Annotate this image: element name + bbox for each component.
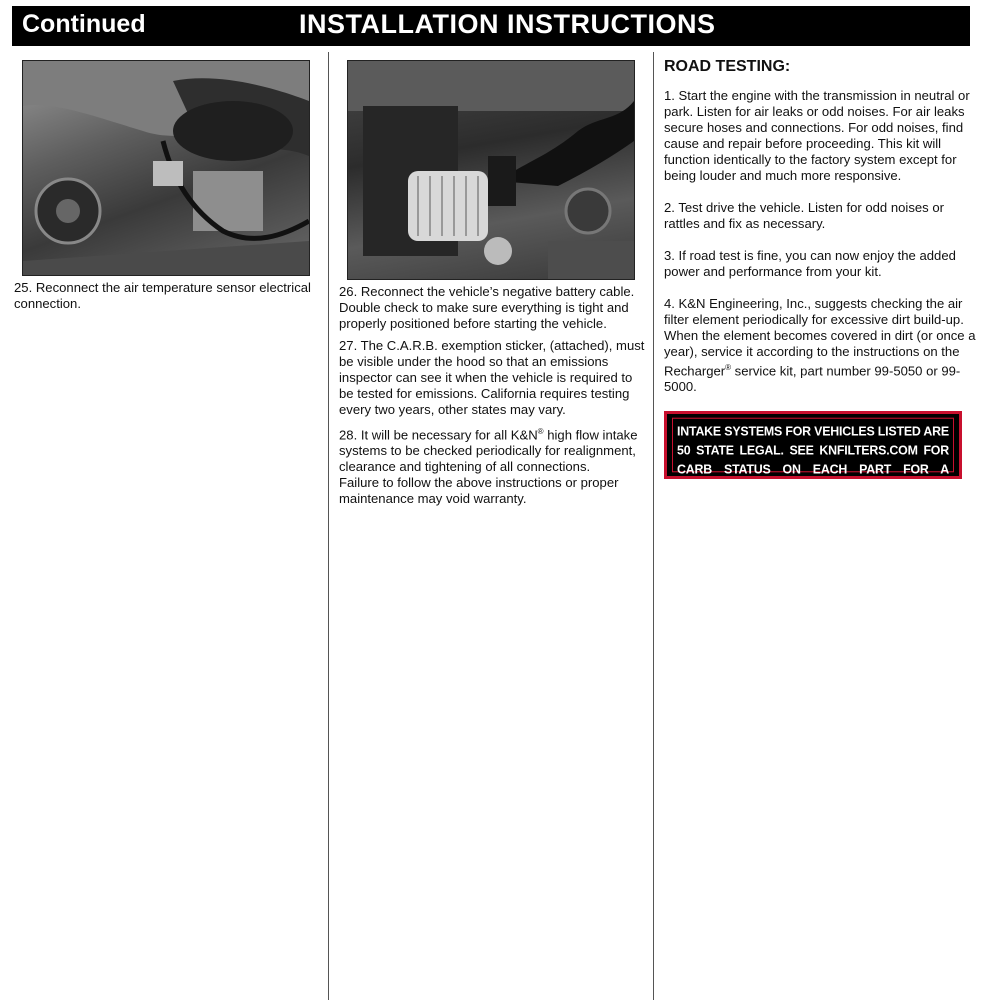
warranty-warning: Failure to follow the above instructions or proper maintenance may void warranty. [339,475,619,507]
carb-legal-notice [664,411,962,496]
registered-mark: ® [725,363,732,372]
continued-label: Continued [22,10,146,38]
engine-photo-illustration [23,61,309,275]
road-test-step-2: 2. Test drive the vehicle. Listen for odd noises or rattles and fix as necessary. [664,200,944,231]
step-26-text: 26. Reconnect the vehicle’s negative battery cable. Double check to make sure everything is tight and properly positioned before starting the vehicle. [339,284,635,331]
step-27-text: 27. The C.A.R.B. exemption sticker, (attached), must be visible under the hood so that an emissions inspector can see it when the vehicle is required to be tested for emissions. California requires testing every two years, other states may vary. [339,338,645,417]
column-divider [653,52,654,1000]
step-4-prefix: 4. K&N Engineering, Inc., suggests checking the air filter element periodically for excessive dirt build-up. When the element becomes covered in dirt (or once a year), service it according to the instructions on the Recharger [664,296,976,379]
step-28-prefix: 28. It will be necessary for all K&N [339,427,538,443]
column-2 [339,56,647,513]
carb-notice-text: INTAKE SYSTEMS FOR VEHICLES LISTED ARE 50 STATE LEGAL. SEE KNFILTERS.COM FOR CARB STATUS ON EACH PART FOR A SPECIFIC VEHICLE. [672,418,954,473]
step-4-rest: service kit, part number 99-5050 or 99-5000. [664,363,961,395]
road-testing-heading: ROAD TESTING: [664,58,791,75]
engine-photo-intake [347,60,635,280]
page-header [12,6,970,46]
road-test-step-4 [664,296,976,395]
column-1 [14,56,320,312]
page-title: INSTALLATION INSTRUCTIONS [299,9,716,39]
registered-mark: ® [537,427,544,436]
column-3 [664,56,976,496]
engine-photo-sensor [22,60,310,276]
step-28-text [339,424,647,507]
intake-photo-illustration [348,61,634,279]
column-divider [328,52,329,1000]
step-25-text: 25. Reconnect the air temperature sensor electrical connection. [14,280,311,311]
road-test-step-1: 1. Start the engine with the transmission in neutral or park. Listen for air leaks or odd noises. For air leaks secure hoses and connections. For odd noises, find cause and repair before proceeding. This kit will function identically to the factory system except for being louder and much more responsive. [664,88,970,183]
step-28-rest: high flow intake systems to be checked periodically for realignment, clearance and tightening of all connections. [339,427,638,475]
road-test-step-3: 3. If road test is fine, you can now enjoy the added power and performance from your kit. [664,248,956,279]
